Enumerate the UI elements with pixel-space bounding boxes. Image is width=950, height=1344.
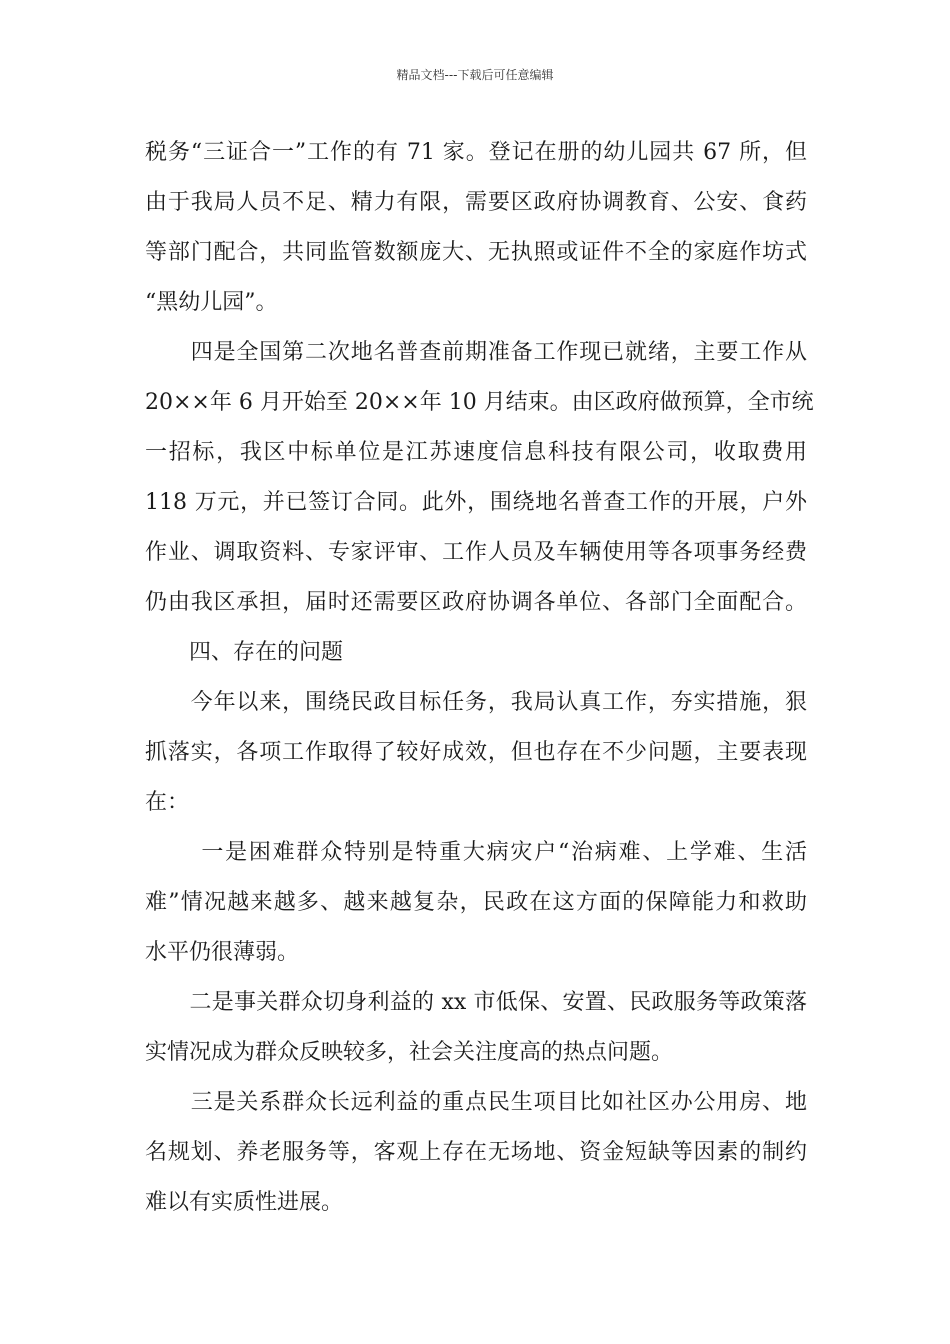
text-line: 难以有实质性进展。: [145, 1190, 344, 1215]
text-line: 四是全国第二次地名普查前期准备工作现已就绪，主要工作从: [145, 340, 807, 365]
text-line: “黑幼儿园”。: [145, 290, 278, 315]
text-line: 实情况成为群众反映较多，社会关注度高的热点问题。: [145, 1040, 674, 1065]
text-line: 今年以来，围绕民政目标任务，我局认真工作，夯实措施，狠: [145, 690, 807, 715]
text-line: 三是关系群众长远利益的重点民生项目比如社区办公用房、地: [145, 1090, 807, 1115]
text-line: 一是困难群众特别是特重大病灾户“治病难、上学难、生活: [145, 840, 807, 865]
text-line: 难”情况越来越多、越来越复杂，民政在这方面的保障能力和救助: [145, 890, 807, 915]
page-header: 精品文档---下载后可任意编辑: [396, 68, 554, 82]
text-line: 抓落实，各项工作取得了较好成效，但也存在不少问题，主要表现: [145, 740, 807, 765]
text-line: 由于我局人员不足、精力有限，需要区政府协调教育、公安、食药: [145, 190, 807, 215]
text-line: 二是事关群众切身利益的 xx 市低保、安置、民政服务等政策落: [145, 990, 807, 1015]
text-line: 118 万元，并已签订合同。此外，围绕地名普查工作的开展，户外: [145, 490, 807, 515]
text-line: 20××年 6 月开始至 20××年 10 月结束。由区政府做预算，全市统: [145, 390, 814, 415]
text-line: 税务“三证合一”工作的有 71 家。登记在册的幼儿园共 67 所，但: [145, 140, 807, 165]
text-line: 在：: [145, 790, 190, 815]
text-line: 水平仍很薄弱。: [145, 940, 300, 965]
text-line: 作业、调取资料、专家评审、工作人员及车辆使用等各项事务经费: [145, 540, 807, 565]
text-line: 等部门配合，共同监管数额庞大、无执照或证件不全的家庭作坊式: [145, 240, 807, 265]
text-line: 一招标，我区中标单位是江苏速度信息科技有限公司，收取费用: [145, 440, 807, 465]
text-line: 仍由我区承担，届时还需要区政府协调各单位、各部门全面配合。: [145, 590, 807, 615]
text-line: 名规划、养老服务等，客观上存在无场地、资金短缺等因素的制约: [145, 1140, 807, 1165]
document-body: [145, 128, 814, 1228]
section-heading: 四、存在的问题: [145, 640, 344, 665]
